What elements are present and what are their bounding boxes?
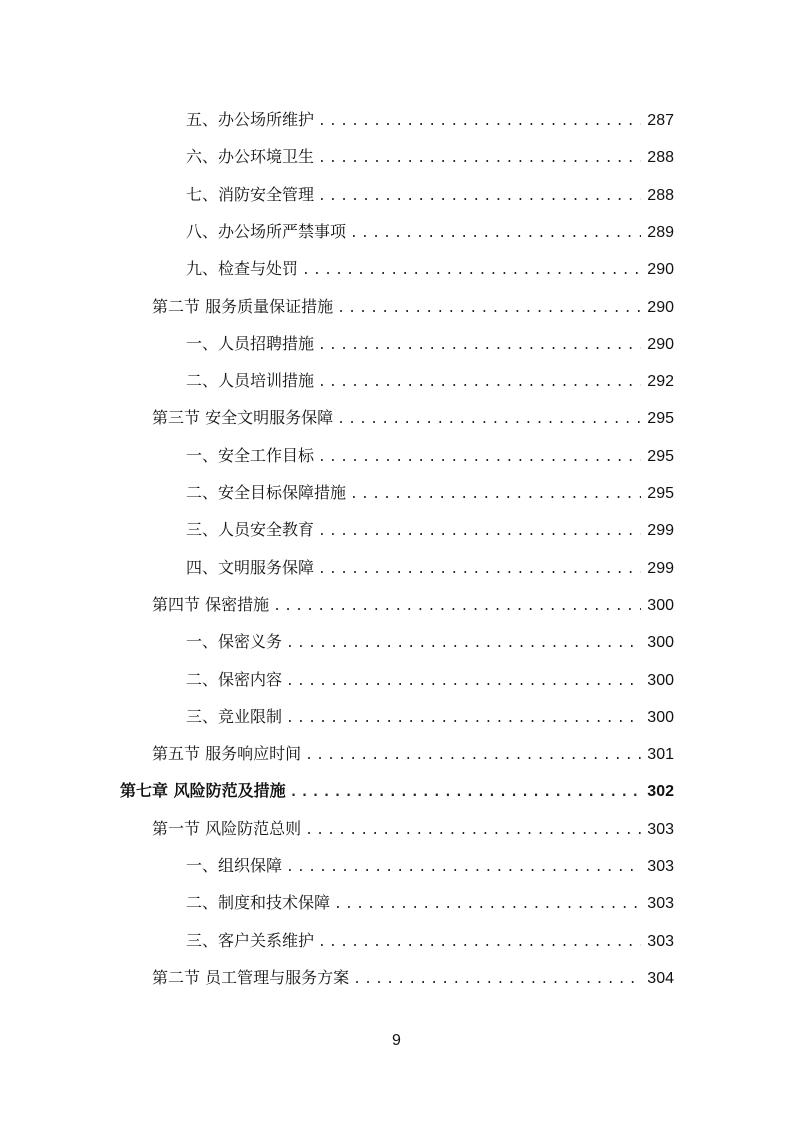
toc-entry-page: 295 [647, 410, 674, 428]
toc-entry-title: 二、安全目标保障措施 [186, 483, 347, 502]
toc-dot-leader [350, 215, 641, 252]
toc-entry-title: 第二节 服务质量保证措施 [152, 296, 334, 316]
toc-entry-title: 五、办公场所维护 [186, 110, 315, 129]
toc-dot-leader [350, 476, 641, 513]
toc-entry-title: 第一节 风险防范总则 [152, 818, 302, 838]
toc-entry-page: 304 [647, 969, 674, 987]
toc-subsection-entry[interactable] [186, 922, 674, 959]
toc-entry-page: 303 [647, 858, 674, 875]
toc-entry-title: 四、文明服务保障 [186, 557, 315, 577]
toc-dot-leader [318, 551, 641, 588]
toc-subsection-entry[interactable] [186, 213, 674, 250]
toc-entry-page: 299 [647, 559, 674, 577]
toc-entry-title: 第七章 风险防范及措施 [120, 781, 286, 801]
toc-entry-page: 303 [647, 820, 674, 838]
toc-dot-leader [318, 364, 641, 401]
toc-entry-page: 300 [647, 671, 674, 689]
toc-dot-leader [286, 700, 641, 737]
toc-entry-page: 300 [647, 634, 674, 652]
toc-section-entry[interactable] [152, 399, 674, 436]
toc-entry-title: 二、保密内容 [186, 669, 283, 689]
toc-section-entry[interactable] [152, 288, 674, 325]
toc-entry-title: 第三节 安全文明服务保障 [152, 408, 334, 428]
toc-entry-page: 295 [647, 485, 674, 502]
toc-dot-leader [286, 849, 641, 886]
toc-dot-leader [318, 103, 641, 140]
toc-subsection-entry[interactable] [186, 661, 674, 698]
toc-subsection-entry[interactable] [186, 511, 674, 548]
toc-entry-title: 六、办公环境卫生 [186, 147, 315, 167]
toc-entry-title: 第四节 保密措施 [152, 594, 270, 614]
toc-dot-leader [286, 663, 641, 700]
toc-dot-leader [337, 401, 641, 438]
toc-entry-title: 八、办公场所严禁事项 [186, 221, 347, 241]
toc-dot-leader [318, 178, 641, 215]
toc-dot-leader [318, 140, 641, 177]
toc-entry-page: 288 [647, 186, 674, 204]
toc-entry-title: 二、人员培训措施 [186, 371, 315, 391]
toc-entry-title: 一、保密义务 [186, 632, 283, 652]
toc-dot-leader [273, 588, 641, 625]
toc-entry-title: 第五节 服务响应时间 [152, 744, 302, 764]
toc-entry-title: 三、人员安全教育 [186, 520, 315, 540]
toc-entry-page: 300 [647, 596, 674, 614]
toc-section-entry[interactable] [152, 586, 674, 623]
toc-subsection-entry[interactable] [186, 549, 674, 586]
toc-entry-title: 三、客户关系维护 [186, 930, 315, 950]
toc-entry-page: 287 [647, 112, 674, 129]
page-number: 9 [392, 1032, 401, 1049]
toc-entry-title: 九、检查与处罚 [186, 259, 299, 279]
toc-entry-title: 一、安全工作目标 [186, 445, 315, 465]
toc-subsection-entry[interactable] [186, 176, 674, 213]
toc-subsection-entry[interactable] [186, 437, 674, 474]
toc-entry-page: 301 [647, 746, 674, 764]
toc-chapter-entry[interactable] [120, 772, 674, 809]
toc-dot-leader [337, 290, 641, 327]
toc-entry-title: 一、组织保障 [186, 856, 283, 875]
toc-subsection-entry[interactable] [186, 474, 674, 511]
toc-entry-page: 288 [647, 149, 674, 167]
toc-entry-page: 292 [647, 373, 674, 391]
toc-subsection-entry[interactable] [186, 847, 674, 884]
toc-entry-page: 290 [647, 261, 674, 279]
toc-dot-leader [334, 886, 641, 923]
toc-entry-page: 302 [647, 783, 674, 801]
toc-dot-leader [353, 961, 641, 998]
toc-subsection-entry[interactable] [186, 623, 674, 660]
toc-entry-page: 300 [647, 708, 674, 726]
toc-dot-leader [318, 439, 641, 476]
toc-entry-title: 一、人员招聘措施 [186, 333, 315, 353]
toc-entry-page: 290 [647, 298, 674, 316]
toc-dot-leader [305, 812, 641, 849]
toc-subsection-entry[interactable] [186, 250, 674, 287]
toc-section-entry[interactable] [152, 959, 674, 996]
toc-dot-leader [302, 252, 641, 289]
toc-entry-title: 三、竞业限制 [186, 706, 283, 726]
toc-entry-page: 303 [647, 932, 674, 950]
toc-dot-leader [305, 737, 641, 774]
toc-entry-title: 第二节 员工管理与服务方案 [152, 967, 350, 987]
toc-dot-leader [290, 774, 642, 811]
toc-subsection-entry[interactable] [186, 138, 674, 175]
toc-entry-page: 299 [647, 522, 674, 540]
toc-subsection-entry[interactable] [186, 101, 674, 138]
toc-subsection-entry[interactable] [186, 325, 674, 362]
toc-dot-leader [318, 924, 641, 961]
toc-section-entry[interactable] [152, 735, 674, 772]
toc-entry-title: 二、制度和技术保障 [186, 893, 331, 913]
toc-section-entry[interactable] [152, 810, 674, 847]
toc-subsection-entry[interactable] [186, 698, 674, 735]
toc-dot-leader [318, 327, 641, 364]
toc-entry-page: 290 [647, 335, 674, 353]
toc-entry-page: 289 [647, 223, 674, 241]
toc-dot-leader [318, 513, 641, 550]
toc-entry-page: 295 [647, 447, 674, 465]
toc-dot-leader [286, 625, 641, 662]
toc-subsection-entry[interactable] [186, 884, 674, 921]
toc-entry-title: 七、消防安全管理 [186, 184, 315, 204]
toc-entry-page: 303 [647, 895, 674, 913]
toc-subsection-entry[interactable] [186, 362, 674, 399]
